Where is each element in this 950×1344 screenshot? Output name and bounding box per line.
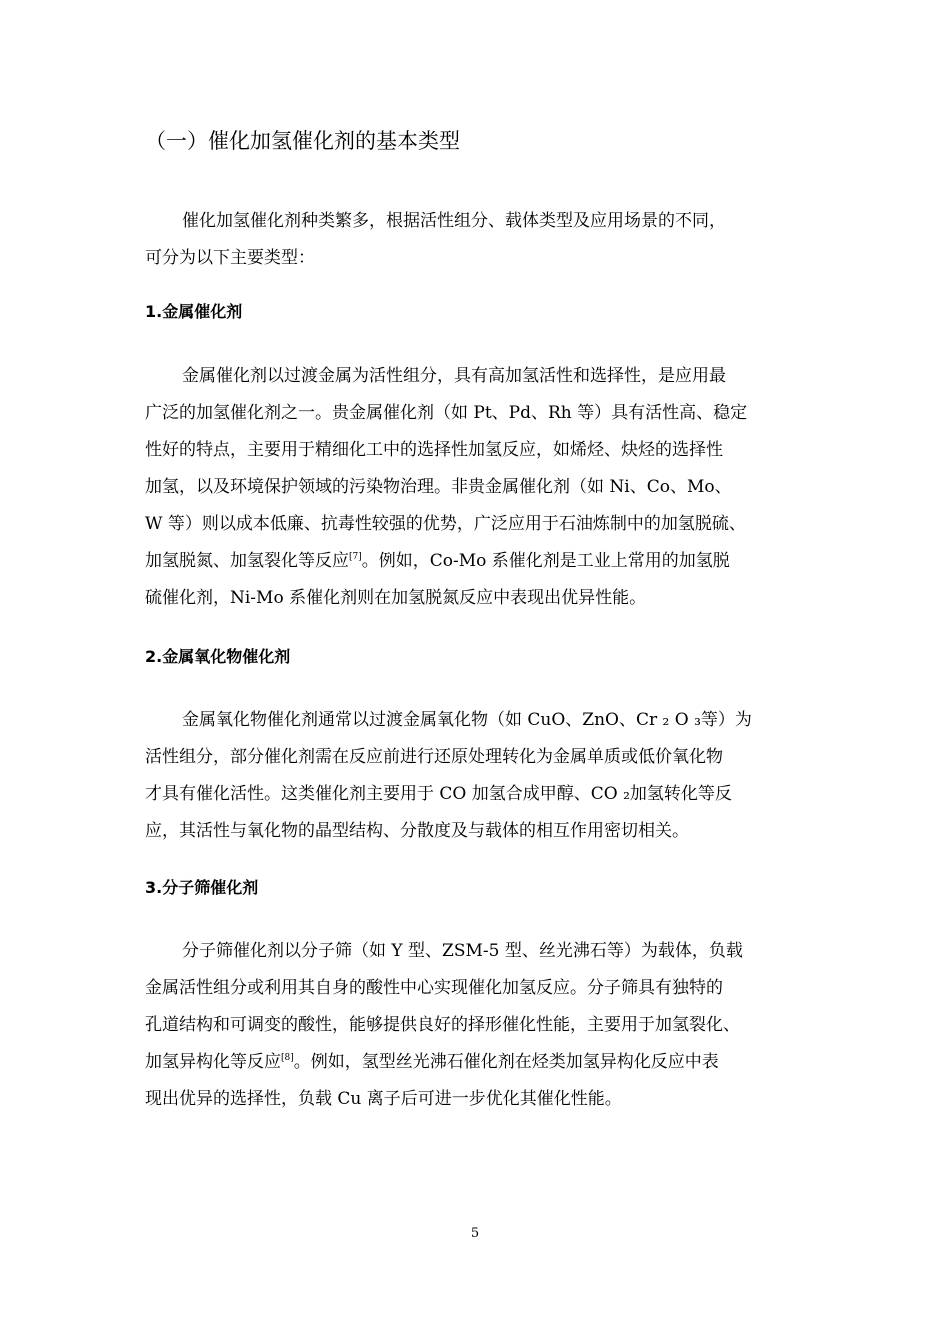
intro-paragraph bbox=[145, 203, 810, 277]
text-line bbox=[145, 543, 810, 580]
citation-ref: [8] bbox=[281, 1053, 294, 1063]
heading-metal-catalyst: 1.金属催化剂 bbox=[145, 302, 243, 321]
text-segment: 。例如，Co-Mo 系催化剂是工业上常用的加氢脱 bbox=[361, 551, 730, 571]
text-segment: 。例如，氢型丝光沸石催化剂在烃类加氢异构化反应中表 bbox=[293, 1052, 719, 1072]
page-number: 5 bbox=[470, 1226, 480, 1241]
text-line: 应，其活性与氧化物的晶型结构、分散度及与载体的相互作用密切相关。 bbox=[145, 821, 689, 841]
text-line: 硫催化剂，Ni-Mo 系催化剂则在加氢脱氮反应中表现出优异性能。 bbox=[145, 588, 647, 608]
text-line: 金属氧化物催化剂通常以过渡金属氧化物（如 CuO、ZnO、Cr ₂ O ₃等）为 bbox=[182, 710, 752, 730]
text-segment: 加氢异构化等反应 bbox=[145, 1052, 281, 1072]
oxide-paragraph bbox=[145, 702, 810, 850]
heading-metal-oxide-catalyst: 2.金属氧化物催化剂 bbox=[145, 647, 291, 666]
text-line: 才具有催化活性。这类催化剂主要用于 CO 加氢合成甲醇、CO ₂加氢转化等反 bbox=[145, 784, 732, 804]
text-segment: 加氢脱氮、加氢裂化等反应 bbox=[145, 551, 349, 571]
text-line: 金属催化剂以过渡金属为活性组分，具有高加氢活性和选择性，是应用最 bbox=[182, 366, 726, 386]
citation-ref: [7] bbox=[349, 552, 362, 562]
text-line: 广泛的加氢催化剂之一。贵金属催化剂（如 Pt、Pd、Rh 等）具有活性高、稳定 bbox=[145, 403, 748, 423]
text-line: 性好的特点，主要用于精细化工中的选择性加氢反应，如烯烃、炔烃的选择性 bbox=[145, 440, 723, 460]
text-line: 现出优异的选择性，负载 Cu 离子后可进一步优化其催化性能。 bbox=[145, 1089, 622, 1109]
text-line: 可分为以下主要类型： bbox=[145, 248, 315, 268]
text-line: W 等）则以成本低廉、抗毒性较强的优势，广泛应用于石油炼制中的加氢脱硫、 bbox=[145, 514, 746, 534]
text-line: 加氢，以及环境保护领域的污染物治理。非贵金属催化剂（如 Ni、Co、Mo、 bbox=[145, 477, 732, 497]
text-line: 孔道结构和可调变的酸性，能够提供良好的择形催化性能，主要用于加氢裂化、 bbox=[145, 1015, 740, 1035]
text-line: 活性组分，部分催化剂需在反应前进行还原处理转化为金属单质或低价氧化物 bbox=[145, 747, 723, 767]
text-line: 分子筛催化剂以分子筛（如 Y 型、ZSM-5 型、丝光沸石等）为载体，负载 bbox=[182, 941, 743, 961]
heading-molecular-sieve-catalyst: 3.分子筛催化剂 bbox=[145, 878, 259, 897]
sieve-paragraph bbox=[145, 933, 810, 1118]
metal-paragraph bbox=[145, 358, 810, 617]
text-line bbox=[145, 1044, 810, 1081]
section-title: （一）催化加氢催化剂的基本类型 bbox=[145, 129, 460, 153]
text-line: 金属活性组分或利用其自身的酸性中心实现催化加氢反应。分子筛具有独特的 bbox=[145, 978, 723, 998]
text-line: 催化加氢催化剂种类繁多，根据活性组分、载体类型及应用场景的不同， bbox=[182, 211, 726, 231]
